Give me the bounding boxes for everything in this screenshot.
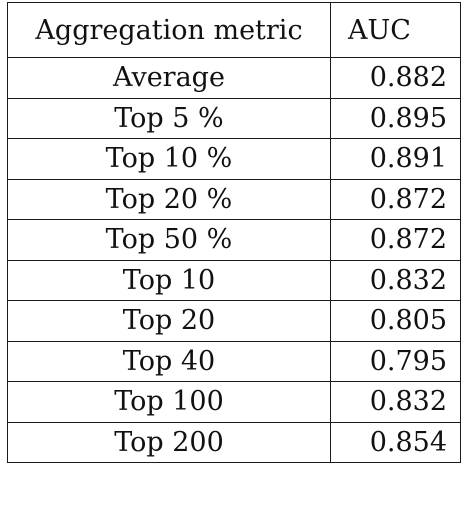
- table-row: [8, 179, 461, 220]
- results-table-container: [7, 2, 460, 505]
- metric-cell: Top 200: [8, 422, 331, 463]
- metric-cell: Top 100: [8, 382, 331, 423]
- table-header-row: [8, 3, 461, 58]
- auc-cell: 0.854: [331, 422, 461, 463]
- metric-cell: Top 20 %: [8, 179, 331, 220]
- table-row: [8, 301, 461, 342]
- metric-cell: Top 20: [8, 301, 331, 342]
- table-row: [8, 260, 461, 301]
- metric-cell: Top 5 %: [8, 98, 331, 139]
- auc-cell: 0.805: [331, 301, 461, 342]
- column-header-aggregation-metric: Aggregation metric: [8, 3, 331, 58]
- results-table: [7, 2, 461, 463]
- auc-cell: 0.872: [331, 220, 461, 261]
- table-row: [8, 422, 461, 463]
- metric-cell: Top 10 %: [8, 139, 331, 180]
- table-row: [8, 139, 461, 180]
- auc-cell: 0.891: [331, 139, 461, 180]
- metric-cell: Top 40: [8, 341, 331, 382]
- auc-cell: 0.895: [331, 98, 461, 139]
- column-header-auc: AUC: [331, 3, 461, 58]
- table-row: [8, 58, 461, 99]
- metric-cell: Top 50 %: [8, 220, 331, 261]
- table-row: [8, 220, 461, 261]
- table-row: [8, 382, 461, 423]
- auc-cell: 0.882: [331, 58, 461, 99]
- auc-cell: 0.872: [331, 179, 461, 220]
- auc-cell: 0.832: [331, 382, 461, 423]
- table-row: [8, 341, 461, 382]
- metric-cell: Top 10: [8, 260, 331, 301]
- metric-cell: Average: [8, 58, 331, 99]
- table-row: [8, 98, 461, 139]
- auc-cell: 0.832: [331, 260, 461, 301]
- auc-cell: 0.795: [331, 341, 461, 382]
